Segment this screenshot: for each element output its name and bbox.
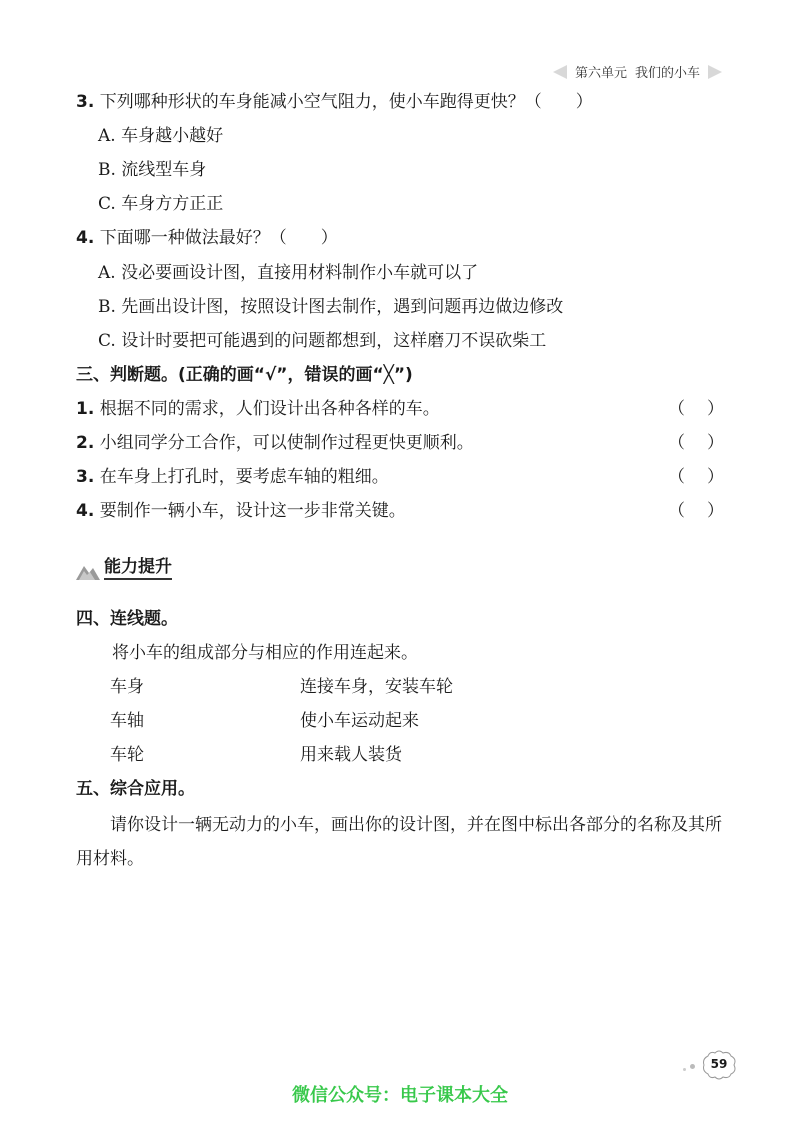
answer-parens[interactable] [668,466,724,488]
judge-item [76,398,440,420]
answer-parens[interactable] [668,432,724,454]
matching-right-item[interactable]: 连接车身，安装车轮 [300,677,453,697]
option: A. 车身越小越好 [98,126,224,146]
matching-right-item[interactable]: 用来载人装货 [300,745,402,765]
judge-item [76,432,474,454]
item-text: 根据不同的需求，人们设计出各种各样的车。 [99,399,440,419]
option: C. 车身方方正正 [98,194,224,214]
header-unit: 第六单元 [574,66,627,81]
ability-section-header [76,552,172,580]
question-text: 下面哪一种做法最好？（ ） [99,228,338,248]
paren-open: （ [668,399,685,419]
item-number: 2. [76,433,95,453]
running-header [553,62,722,81]
application-section-title: 五、综合应用。 [76,779,195,799]
decor-dot-icon [690,1064,695,1069]
application-text: 请你设计一辆无动力的小车，画出你的设计图，并在图中标出各部分的名称及其所用材料。 [76,815,722,869]
paren-open: （ [668,433,685,453]
paren-close: ） [707,501,724,521]
question-4 [76,227,338,249]
item-number: 3. [76,467,95,487]
answer-parens[interactable] [668,398,724,420]
question-3 [76,91,593,113]
header-left-triangle-icon [553,65,567,79]
option: B. 先画出设计图，按照设计图去制作，遇到问题再边做边修改 [98,297,564,317]
paren-open: （ [668,467,685,487]
answer-parens[interactable] [668,500,724,522]
item-text: 要制作一辆小车，设计这一步非常关键。 [99,501,406,521]
matching-instruction: 将小车的组成部分与相应的作用连起来。 [112,643,418,663]
judge-item [76,466,389,488]
header-lesson: 我们的小车 [634,66,700,81]
question-number: 4. [76,228,95,248]
matching-left-item[interactable]: 车轮 [110,745,144,765]
question-number: 3. [76,92,95,112]
question-text: 下列哪种形状的车身能减小空气阻力，使小车跑得更快？（ ） [99,92,593,112]
matching-left-item[interactable]: 车轴 [110,711,144,731]
matching-left-item[interactable]: 车身 [110,677,144,697]
item-text: 在车身上打孔时，要考虑车轴的粗细。 [99,467,389,487]
paren-close: ） [707,467,724,487]
judge-item [76,500,406,522]
item-text: 小组同学分工合作，可以使制作过程更快更顺利。 [99,433,474,453]
mountain-icon [76,560,100,580]
option: A. 没必要画设计图，直接用材料制作小车就可以了 [98,263,479,283]
header-right-triangle-icon [708,65,722,79]
item-number: 1. [76,399,95,419]
matching-section-title: 四、连线题。 [76,609,178,629]
paren-open: （ [668,501,685,521]
judge-section-title: 三、判断题。(正确的画“√”，错误的画“╳”) [76,365,413,385]
page-number: 59 [710,1057,728,1071]
paren-close: ） [707,433,724,453]
option: B. 流线型车身 [98,160,207,180]
watermark: 微信公众号：电子课本大全 [292,1085,508,1106]
option: C. 设计时要把可能遇到的问题都想到，这样磨刀不误砍柴工 [98,331,547,351]
paren-close: ） [707,399,724,419]
matching-right-item[interactable]: 使小车运动起来 [300,711,419,731]
decor-dot-icon [683,1068,686,1071]
ability-section-label: 能力提升 [104,552,172,580]
page-number-badge [700,1050,738,1080]
item-number: 4. [76,501,95,521]
